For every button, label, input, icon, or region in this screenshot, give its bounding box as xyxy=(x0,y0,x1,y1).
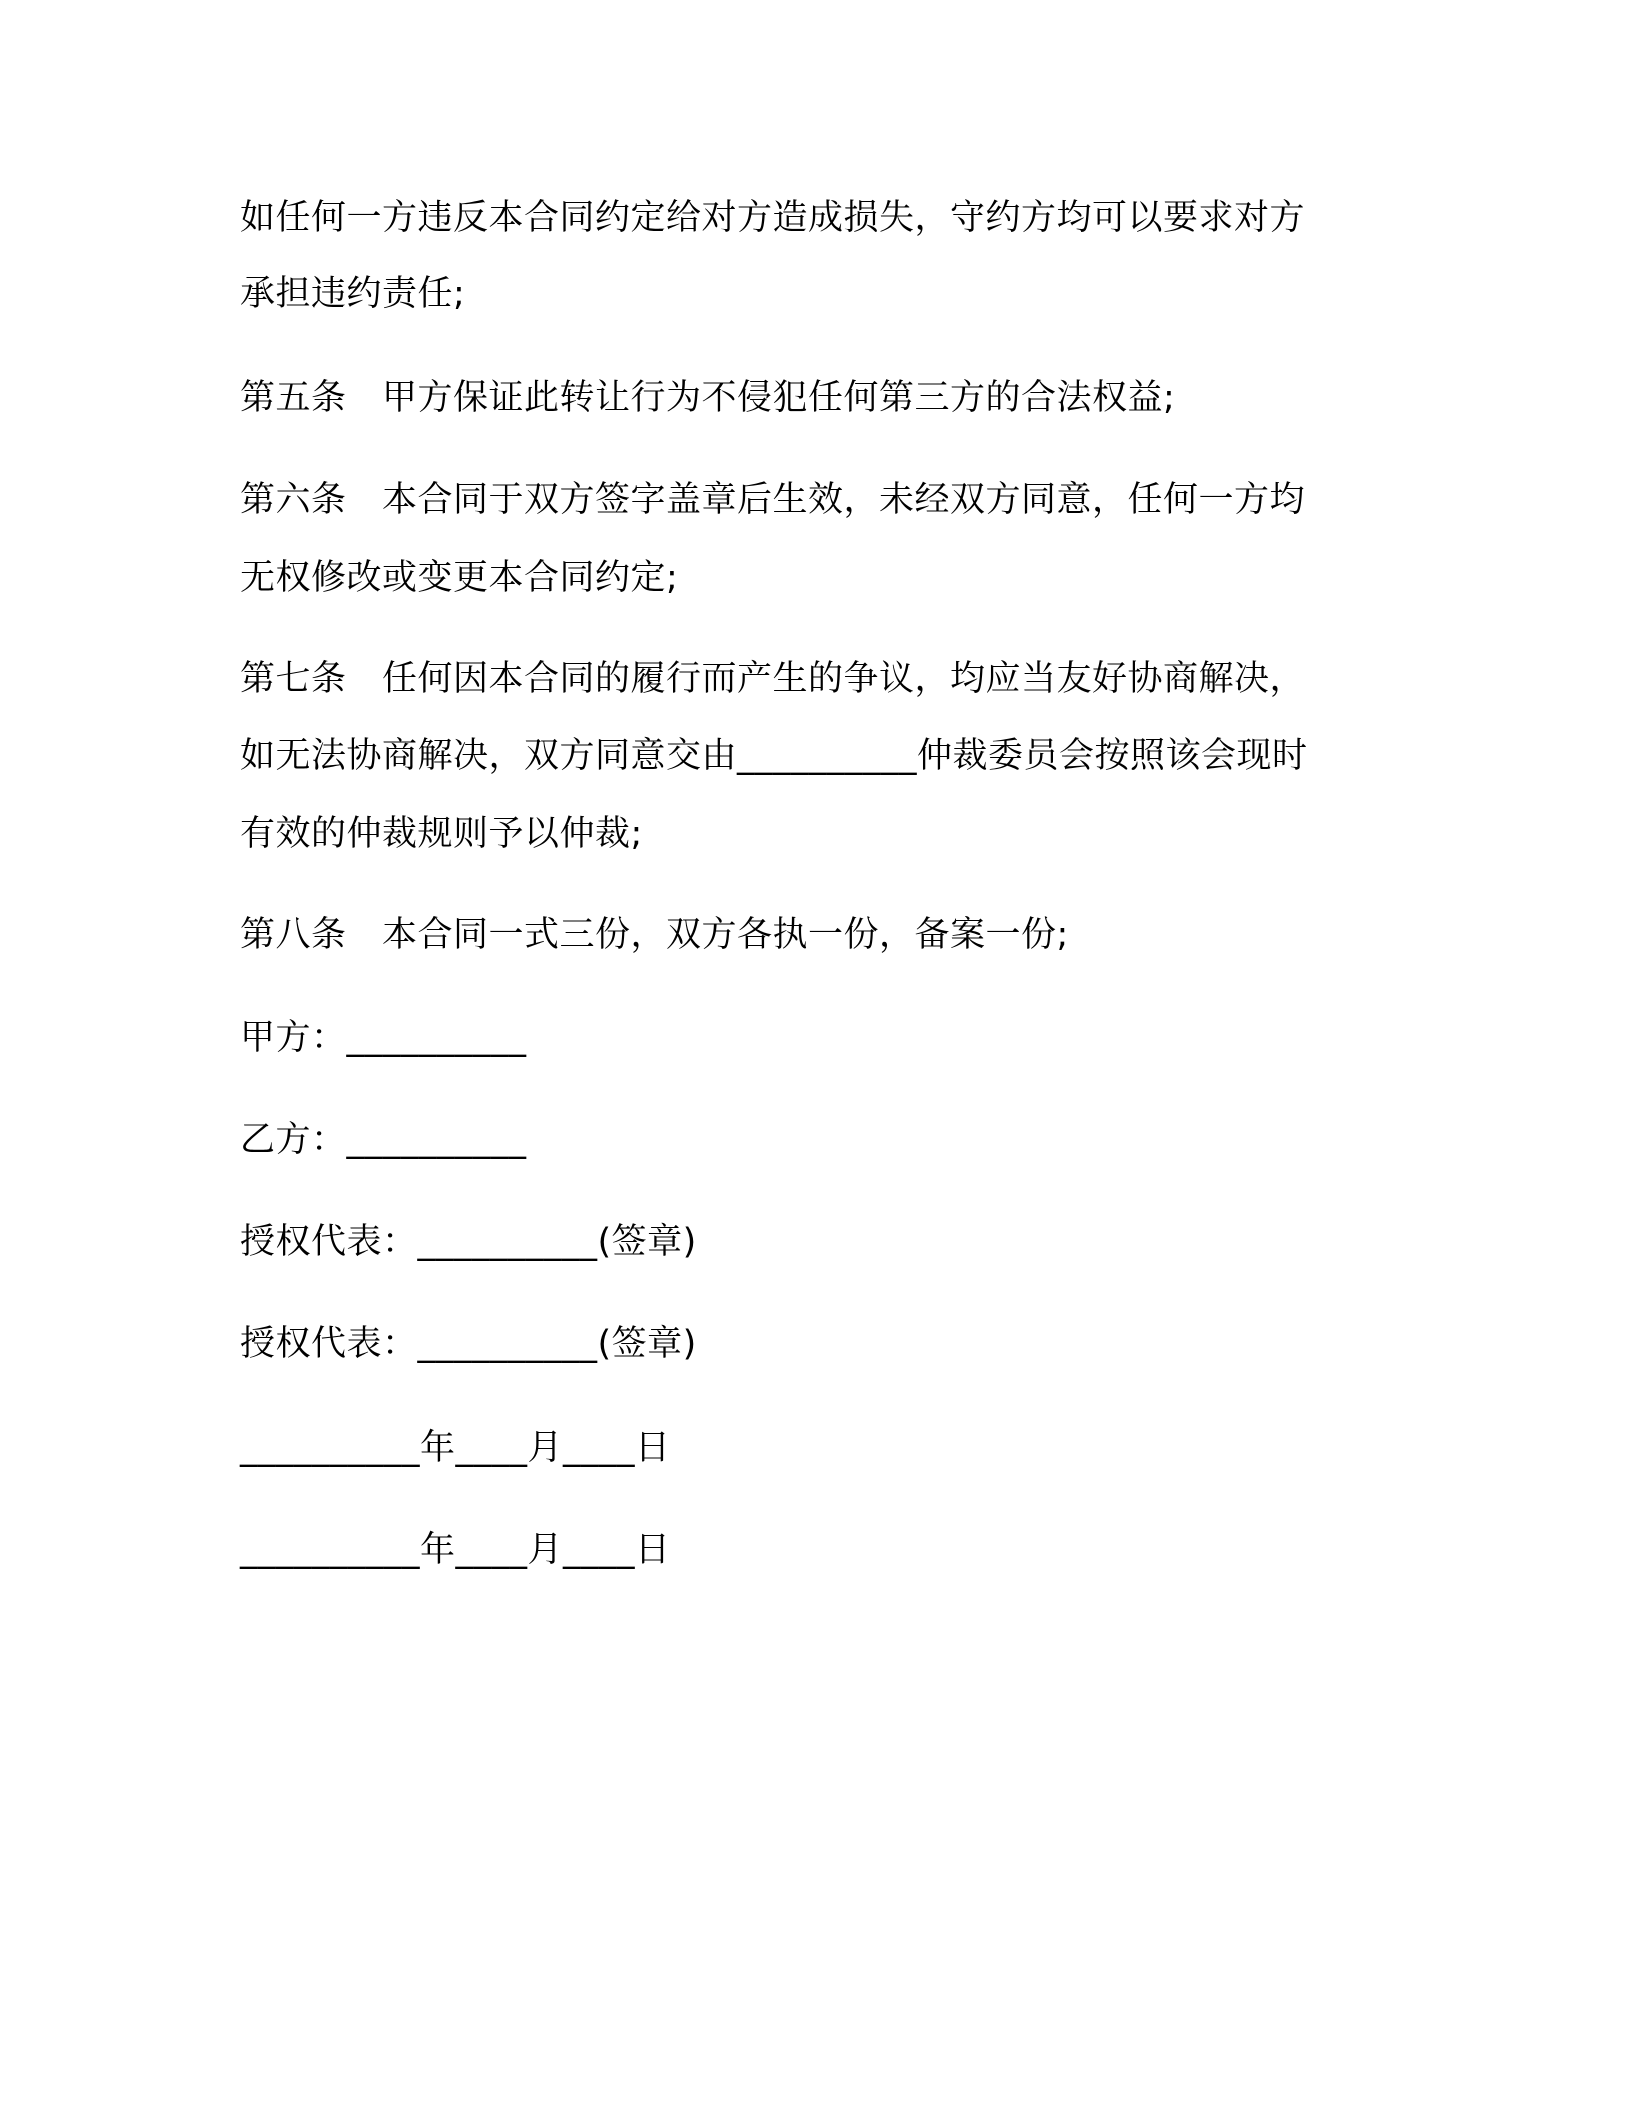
clause-7-text-line-3: 有效的仲裁规则予以仲裁; xyxy=(240,814,643,854)
authorized-representative-line-2: 授权代表：__________(签章) xyxy=(240,1324,697,1364)
clause-5-text: 第五条 甲方保证此转让行为不侵犯任何第三方的合法权益; xyxy=(240,378,1176,418)
party-b-signature-line: 乙方：__________ xyxy=(240,1120,527,1160)
date-line-1: __________年____月____日 xyxy=(240,1428,671,1468)
clause-7-text-line-2: 如无法协商解决，双方同意交由__________仲裁委员会按照该会现时 xyxy=(240,736,1308,776)
clause-8-text: 第八条 本合同一式三份，双方各执一份，备案一份; xyxy=(240,915,1069,955)
clause-6-text-line-2: 无权修改或变更本合同约定; xyxy=(240,558,679,598)
clause-4-text-line-2: 承担违约责任; xyxy=(240,274,466,314)
clause-7-text-line-1: 第七条 任何因本合同的履行而产生的争议，均应当友好协商解决， xyxy=(240,659,1306,699)
authorized-representative-line-1: 授权代表：__________(签章) xyxy=(240,1222,697,1262)
clause-6-text-line-1: 第六条 本合同于双方签字盖章后生效，未经双方同意，任何一方均 xyxy=(240,480,1306,520)
party-a-signature-line: 甲方：__________ xyxy=(240,1018,527,1058)
clause-4-text-line-1: 如任何一方违反本合同约定给对方造成损失，守约方均可以要求对方 xyxy=(240,198,1306,238)
date-line-2: __________年____月____日 xyxy=(240,1530,671,1570)
